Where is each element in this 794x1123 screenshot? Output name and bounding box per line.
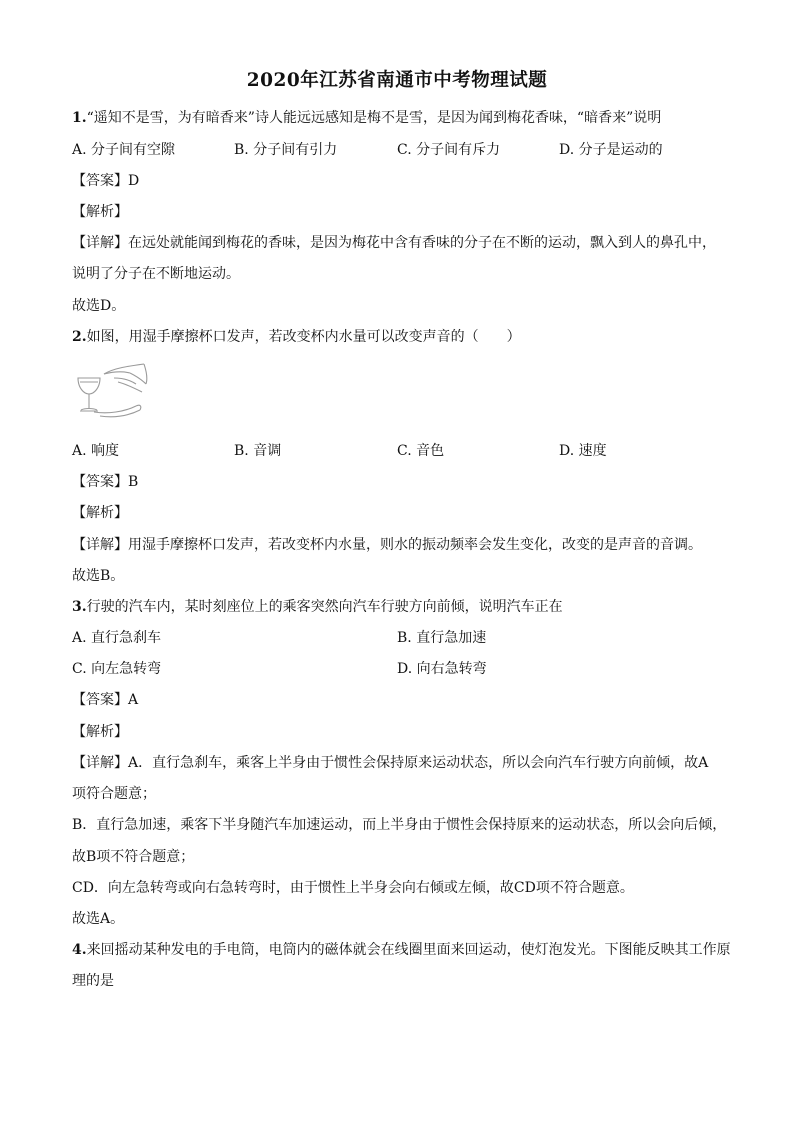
- question-1-option-c: C. 分子间有斥力: [397, 142, 501, 158]
- question-1-analysis-tag: 【解析】: [72, 204, 128, 220]
- detail-tag: 【详解】: [72, 755, 128, 771]
- question-4-text: 来回摇动某种发电的手电筒，电筒内的磁体就会在线圈里面来回运动，使灯泡发光。下图能反映其工作原: [86, 942, 731, 958]
- question-2-text: 如图，用湿手摩擦杯口发声，若改变杯内水量可以改变声音的（ ）: [86, 329, 521, 345]
- question-2-option-c: C. 音色: [397, 443, 445, 459]
- page-title: 2020年江苏省南通市中考物理试题: [246, 70, 548, 91]
- question-3-number: 3.: [72, 599, 87, 615]
- question-3-detail-line-3: B．直行急加速，乘客下半身随汽车加速运动，而上半身由于惯性会保持原来的运动状态，所以会向后倾，: [72, 817, 727, 833]
- answer-tag: 【答案】: [72, 474, 128, 490]
- question-2-number: 2.: [72, 329, 87, 345]
- question-1-option-d: D. 分子是运动的: [559, 142, 663, 158]
- detail-text: 在远处就能闻到梅花的香味，是因为梅花中含有香味的分子在不断的运动，飘入到人的鼻孔中，: [128, 235, 716, 251]
- question-2-detail-line-1: [72, 535, 702, 555]
- question-1-detail-line-1: [72, 233, 716, 253]
- question-4-stem-line-1: [72, 940, 731, 960]
- question-1-detail-line-2: 说明了分子在不断地运动。: [72, 266, 240, 282]
- question-3-answer: [72, 690, 138, 710]
- question-1-stem: [72, 108, 661, 128]
- answer-tag: 【答案】: [72, 692, 128, 708]
- detail-tag: 【详解】: [72, 235, 128, 251]
- detail-text: 用湿手摩擦杯口发声，若改变杯内水量，则水的振动频率会发生变化，改变的是声音的音调。: [128, 537, 702, 553]
- answer-value: B: [128, 474, 139, 490]
- question-2-option-d: D. 速度: [559, 443, 607, 459]
- question-3-detail-line-1: [72, 753, 708, 773]
- answer-tag: 【答案】: [72, 173, 128, 189]
- question-1-number: 1.: [72, 110, 87, 126]
- question-4-stem-line-2: 理的是: [72, 973, 114, 989]
- question-2-answer: [72, 472, 138, 492]
- question-2-option-a: A. 响度: [72, 443, 120, 459]
- question-3-text: 行驶的汽车内，某时刻座位上的乘客突然向汽车行驶方向前倾，说明汽车正在: [86, 599, 563, 615]
- question-2-option-b: B. 音调: [234, 443, 282, 459]
- question-1-answer: [72, 171, 139, 191]
- question-3-option-a: A. 直行急刹车: [72, 630, 162, 646]
- question-3-choice: 故选A。: [72, 911, 125, 927]
- wine-glass-hand-figure: [74, 360, 150, 422]
- question-3-detail-line-2: 项符合题意；: [72, 786, 156, 802]
- question-3-analysis-tag: 【解析】: [72, 724, 128, 740]
- question-1-option-b: B. 分子间有引力: [234, 142, 338, 158]
- question-3-stem: [72, 597, 563, 617]
- question-3-option-c: C. 向左急转弯: [72, 661, 162, 677]
- question-2-choice: 故选B。: [72, 568, 125, 584]
- answer-value: A: [128, 692, 139, 708]
- detail-text: A．直行急刹车，乘客上半身由于惯性会保持原来运动状态，所以会向汽车行驶方向前倾，故A: [128, 755, 709, 771]
- question-2-stem: [72, 327, 521, 347]
- question-1-choice: 故选D。: [72, 298, 126, 314]
- question-4-number: 4.: [72, 942, 87, 958]
- question-2-analysis-tag: 【解析】: [72, 505, 128, 521]
- answer-value: D: [128, 173, 140, 189]
- question-1-option-a: A. 分子间有空隙: [72, 142, 176, 158]
- question-3-detail-line-5: CD．向左急转弯或向右急转弯时，由于惯性上半身会向右倾或左倾，故CD项不符合题意。: [72, 880, 634, 896]
- question-3-detail-line-4: 故B项不符合题意；: [72, 849, 195, 865]
- detail-tag: 【详解】: [72, 537, 128, 553]
- question-3-option-d: D. 向右急转弯: [397, 661, 487, 677]
- question-3-option-b: B. 直行急加速: [397, 630, 487, 646]
- question-1-text: “遥知不是雪，为有暗香来”诗人能远远感知是梅不是雪，是因为闻到梅花香味，“暗香来”说明: [86, 110, 662, 126]
